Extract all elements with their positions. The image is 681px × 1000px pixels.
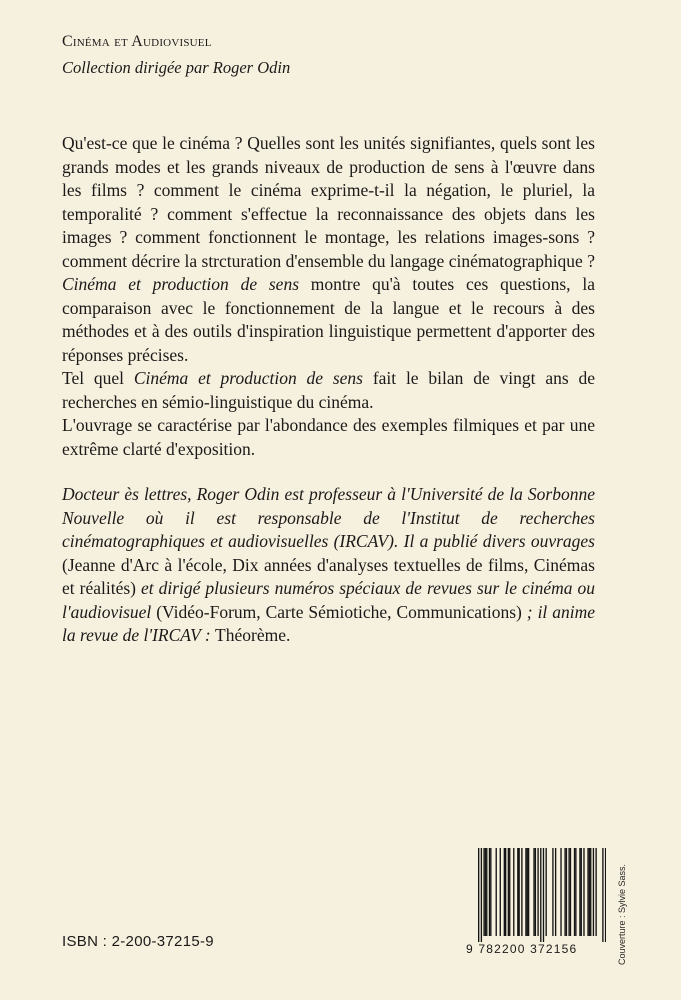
bio-works-list: (Jeanne d'Arc à l'école, Dix années d'analyses textuelles de films, Cinémas et réalités) bbox=[62, 554, 595, 598]
barcode-bar bbox=[483, 848, 484, 936]
barcode-bar bbox=[517, 848, 518, 936]
barcode-bars bbox=[466, 846, 606, 944]
barcode-bar bbox=[521, 848, 522, 936]
barcode-bar bbox=[535, 848, 536, 936]
barcode-bar bbox=[481, 848, 482, 942]
barcode-bar bbox=[489, 848, 490, 936]
barcode-bar bbox=[525, 848, 526, 936]
barcode-bar bbox=[593, 848, 594, 936]
barcode-bar bbox=[590, 848, 591, 936]
barcode-bar bbox=[602, 848, 603, 942]
barcode-bar bbox=[486, 848, 487, 936]
barcode-bar bbox=[509, 848, 510, 936]
barcode-digits: 9 782200 372156 bbox=[466, 942, 578, 956]
barcode-bar bbox=[605, 848, 606, 942]
barcode bbox=[466, 846, 606, 956]
barcode-bar bbox=[485, 848, 486, 936]
barcode-bar bbox=[543, 848, 544, 942]
blurb-text: Tel quel bbox=[62, 368, 134, 388]
blurb-text: fait le bilan de vingt ans de recherches en sémio-linguistique du cinéma. bbox=[62, 368, 595, 412]
blurb-text: montre qu'à toutes ces questions, la comparaison avec le fonctionnement de la langue et le recours à des méthodes et à des outils d'inspiration linguistique permettent d'apporter des réponses précises. bbox=[62, 274, 595, 365]
book-title-ref: Cinéma et production de sens bbox=[62, 274, 300, 294]
bio-text: Docteur ès lettres, Roger Odin est professeur à l'Université de la Sorbonne Nouvelle où il est responsable de l'Institut de recherches cinématographiques et audiovisuelles (IRCAV). Il a publié divers ouvrages bbox=[62, 484, 595, 551]
barcode-bar bbox=[546, 848, 547, 936]
barcode-bar bbox=[583, 848, 584, 936]
book-title-ref: Cinéma et production de sens bbox=[133, 368, 363, 388]
series-editor-line: Collection dirigée par Roger Odin bbox=[62, 58, 291, 77]
barcode-bar bbox=[533, 848, 534, 936]
bio-paragraph bbox=[62, 483, 595, 648]
isbn: ISBN : 2-200-37215-9 bbox=[62, 933, 214, 950]
blurb-paragraph-3: L'ouvrage se caractérise par l'abondance des exemples filmiques et par une extrême clarté d'exposition. bbox=[62, 415, 595, 459]
barcode-bar bbox=[496, 848, 497, 936]
cover-credit: Couverture : Sylvie Sass. bbox=[617, 863, 627, 965]
barcode-bar bbox=[589, 848, 590, 936]
bio-text: ; il anime la revue de l'IRCAV : bbox=[62, 601, 595, 645]
barcode-bar bbox=[595, 848, 596, 936]
series-title bbox=[62, 33, 212, 51]
barcode-bar bbox=[490, 848, 491, 936]
barcode-bar bbox=[540, 848, 541, 942]
barcode-bar bbox=[560, 848, 561, 936]
bio-journal-name: Théorème. bbox=[215, 625, 291, 645]
barcode-bar bbox=[513, 848, 514, 936]
barcode-bar bbox=[519, 848, 520, 936]
blurb-paragraph-2 bbox=[62, 367, 595, 414]
barcode-bar bbox=[500, 848, 501, 936]
barcode-bar bbox=[527, 848, 528, 936]
book-blurb bbox=[62, 132, 595, 461]
barcode-bar bbox=[505, 848, 506, 936]
barcode-bar bbox=[581, 848, 582, 936]
barcode-bar bbox=[478, 848, 479, 942]
barcode-bar bbox=[568, 848, 569, 936]
barcode-bar bbox=[574, 848, 575, 936]
author-bio bbox=[62, 483, 595, 648]
barcode-bar bbox=[575, 848, 576, 936]
barcode-bar bbox=[566, 848, 567, 936]
barcode-bar bbox=[537, 848, 538, 936]
barcode-bar bbox=[504, 848, 505, 936]
barcode-bar bbox=[579, 848, 580, 936]
bio-journals-list: (Vidéo-Forum, Carte Sémiotiche, Communications) bbox=[156, 601, 522, 622]
bio-text: et dirigé plusieurs numéros spéciaux de revues sur le cinéma ou l'audiovisuel bbox=[62, 578, 595, 622]
barcode-bar bbox=[555, 848, 556, 936]
blurb-text: Qu'est-ce que le cinéma ? Quelles sont les unités signifiantes, quels sont les grands modes et les grands niveaux de production de sens à l'œuvre dans les films ? comment le cinéma exprime-t-il la négation, le pluriel, la temporalité ? comment s'effectue la reconnaissance des objets dans les images ? comment fonctionnent le montage, les relations images-sons ? comment décrire la strcturation d'ensemble du langage cinématographique ? bbox=[62, 133, 595, 271]
series-title-text: Cinéma et Audiovisuel bbox=[62, 33, 212, 50]
blurb-paragraph-1 bbox=[62, 132, 595, 367]
barcode-bar bbox=[587, 848, 588, 936]
barcode-bar bbox=[508, 848, 509, 936]
barcode-bar bbox=[552, 848, 553, 936]
barcode-bar bbox=[564, 848, 565, 936]
barcode-bar bbox=[570, 848, 571, 936]
barcode-bar bbox=[528, 848, 529, 936]
